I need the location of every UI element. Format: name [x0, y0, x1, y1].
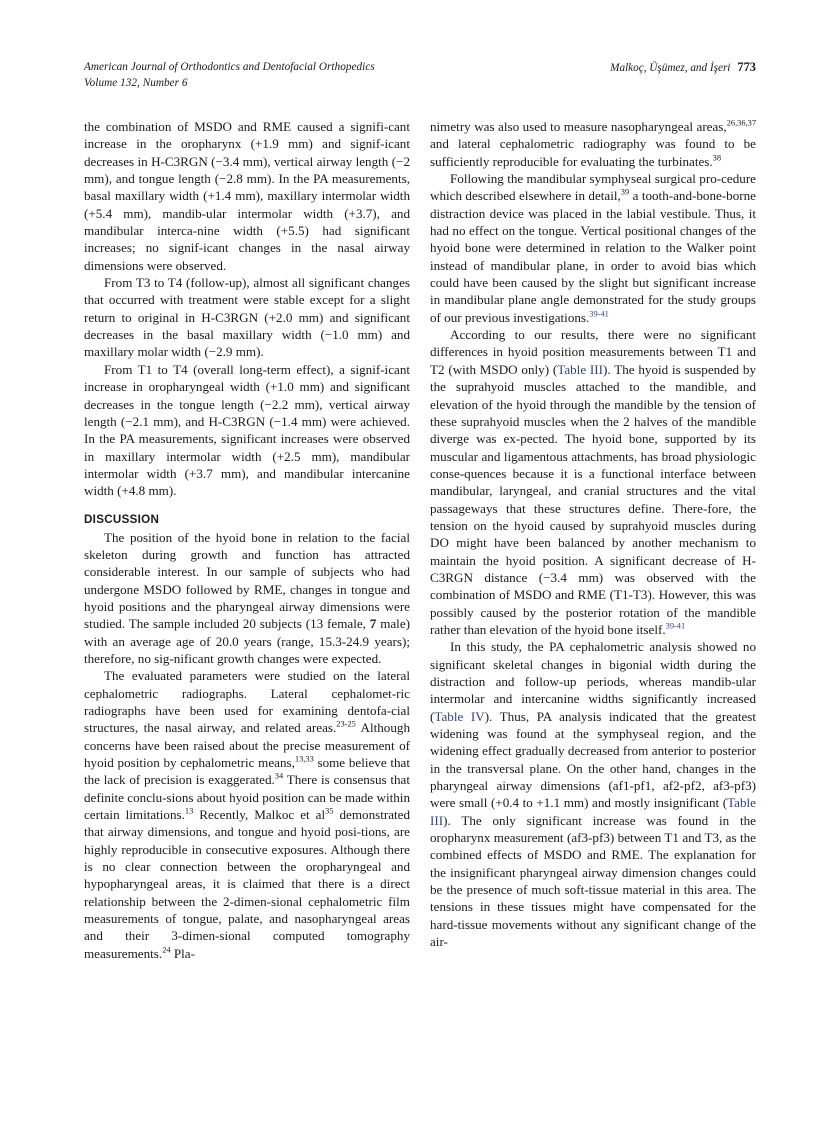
reference-superscript-link: 39-41 — [665, 621, 686, 631]
text-run: There is consensus that definite conclu-sions about hyoid position can be made within certain limitations. — [84, 772, 410, 823]
running-head — [84, 60, 756, 91]
reference-superscript-link: 39-41 — [589, 309, 609, 319]
text-run: ). The only significant increase was found in the oropharynx measurement (af3-pf3) between T1 and T3, as the combined effects of MSDO and RME. The explanation for the insignificant pharyngeal airway dimension changes could be the presence of much soft-tissue material in this area. The tensions in these tissues might have compensated for the hard-tissue movements without any significant change of the air- — [430, 812, 756, 950]
running-head-right — [610, 60, 756, 77]
reference-superscript: 13,33 — [294, 754, 314, 764]
text-run: ). The hyoid is suspended by the suprahyoid muscles attached to the mandible, and elevation of the hyoid through the mandible by the tension of these suprahyoid muscles when the 2 halves of the mandible diverge was ex-pected. The hyoid bone, supported by its muscular and ligamentous attachments, has broad physiologic conse-quences because it is a functional interface between mandibular, laryngeal, and cranial structures and the vital passageways that these structures define. There-fore, the tension on the hyoid caused by suprahyoid muscles during DO might have been balanced by another mechanism to maintain the hyoid position. A significant decrease of H-C3RGN distance (−3.4 mm) was observed with the combination of MSDO and RME (T1-T3). However, this was possibly caused by the posterior rotation of the mandible rather than elevation of the hyoid bone itself. — [430, 361, 756, 637]
table-cross-reference[interactable]: Table III — [430, 795, 756, 828]
text-run: Recently, Malkoc et al — [193, 807, 326, 823]
paragraph: the combination of MSDO and RME caused a signifi-cant increase in the oropharynx (+1.9 mm) and signif-icant decreases in H-C3RGN (−3.4 mm), vertical airway length (−2 mm), and tongue length (−2.8 mm). In the PA measurements, basal maxillary width (+1.4 mm), maxillary intermolar width (+5.4 mm), mandib-ular intermolar width (+3.7), and mandibular interca-nine width (+5.5) had significant increases; no signif-icant changes in the nasal airway dimensions were observed. — [84, 119, 410, 273]
text-run: In this study, the PA cephalometric analysis showed no significant skeletal changes in bigonial width during the distraction and follow-up periods, whereas mandib-ular intermolar and intercanine widths significantly increased ( — [430, 639, 756, 724]
paragraph — [84, 667, 410, 962]
paragraph: From T1 to T4 (overall long-term effect), a signif-icant increase in oropharyngeal width (+1.0 mm) and significant decreases in the tongue length (−2.2 mm), vertical airway length (−2.1 mm), and H-C3RGN (−1.4 mm) were achieved. In the PA measurements, significant increases were observed in maxillary intermolar width (+2.5 mm), mandibular intermolar width (+3.7 mm), and mandibular intercanine width (+4.8 mm). — [84, 361, 410, 499]
text-run: Following the mandibular symphyseal surgical pro-cedure which described elsewhere in detail, — [430, 171, 756, 204]
reference-superscript: 35 — [325, 806, 334, 816]
paragraph: From T3 to T4 (follow-up), almost all significant changes that occurred with treatment were stable except for a slight return to original in H-C3RGN (+2.0 mm) and significant decreases in the basal maxillary width (−1.0 mm) and maxillary molar width (−2.9 mm). — [84, 275, 410, 360]
text-run: male) with an average age of 20.0 years (range, 15.3-24.9 years); therefore, no sig-nificant growth changes were expected. — [84, 616, 410, 666]
reference-superscript: 39 — [620, 188, 630, 198]
paragraph — [430, 326, 756, 638]
text-run: some believe that the lack of precision is exaggerated. — [84, 755, 411, 788]
journal-volume-issue: Volume 132, Number 6 — [84, 76, 188, 89]
reference-superscript: 13 — [184, 806, 194, 816]
text-run: According to our results, there were no significant differences in hyoid position measurements between T1 and T2 (with MSDO only) ( — [430, 327, 756, 377]
reference-superscript: 23-25 — [336, 719, 356, 729]
section-heading-discussion: DISCUSSION — [84, 512, 160, 526]
text-run: demonstrated that airway dimensions, and tongue and hyoid posi-tions, are highly reproducible in consecutive exposures. Although there is no clear connection between the oropharyngeal and hypopharyngeal areas, it is claimed that there is a direct relationship between the 2-dimen-sional cephalometric film measurements of tongue, palate, and nasopharyngeal areas and their 3-dimen-sional computed tomography measurements. — [84, 807, 411, 961]
emphasized-number: 7 — [369, 616, 377, 632]
text-run: and lateral cephalometric radiography was found to be sufficiently reproducible for evaluating the turbinates. — [430, 136, 756, 169]
right-column — [430, 118, 756, 962]
paragraph — [430, 638, 756, 950]
left-column — [84, 118, 410, 962]
paragraph — [430, 118, 756, 170]
text-run: ). Thus, PA analysis indicated that the greatest widening was found at the symphyseal region, and the widening effect gradually decreased from anterior to posterior in the transversal plane. On the other hand, changes in the pharyngeal airway dimensions (af1-pf1, af2-pf2, af3-pf3) were small (+0.4 to +1.1 mm) and mostly insignificant ( — [430, 708, 757, 811]
journal-title: American Journal of Orthodontics and Dentofacial Orthopedics — [84, 61, 375, 73]
reference-superscript: 24 — [162, 945, 171, 955]
text-run: The position of the hyoid bone in relation to the facial skeleton during growth and function has attracted considerable interest. In our sample of subjects who had undergone MSDO followed by RME, changes in tongue and hyoid positions and the pharyngeal airway dimensions were studied. The sample included 20 subjects (13 female, — [84, 529, 410, 632]
journal-title-block — [84, 60, 375, 91]
table-cross-reference[interactable]: Table III — [557, 361, 604, 377]
text-run: a tooth-and-bone-borne distraction device was placed in the labial vestibule. Thus, it had no effect on the tongue. Vertical positional changes of the hyoid bone were determined in relation to the Walker point instead of mandibular plane, in order to avoid bias which could have been caused by the slight but significant increase in mandibular plane angle demonstrated for the study groups of our previous investigations. — [430, 188, 756, 325]
reference-superscript: 34 — [274, 772, 284, 782]
text-run: Pla- — [170, 945, 195, 961]
paragraph — [430, 170, 756, 326]
text-run: Although concerns have been raised about the precise measurement of hyoid position by cephalometric means, — [84, 720, 410, 771]
text-run: nimetry was also used to measure nasopharyngeal areas, — [430, 119, 727, 134]
paragraph — [84, 529, 410, 668]
text-run: The evaluated parameters were studied on the lateral cephalometric radiographs. Lateral cephalomet-ric radiographs have been used for examining dentofa-cial structures, the nasal airway, and related areas. — [84, 668, 410, 736]
table-cross-reference[interactable]: Table IV — [434, 708, 485, 724]
page-number: 773 — [737, 60, 756, 74]
running-head-authors: Malkoç, Üşümez, and İşeri — [610, 62, 731, 74]
body-columns — [84, 118, 756, 962]
reference-superscript: 38 — [712, 153, 722, 163]
reference-superscript: 26,36,37 — [726, 118, 756, 128]
